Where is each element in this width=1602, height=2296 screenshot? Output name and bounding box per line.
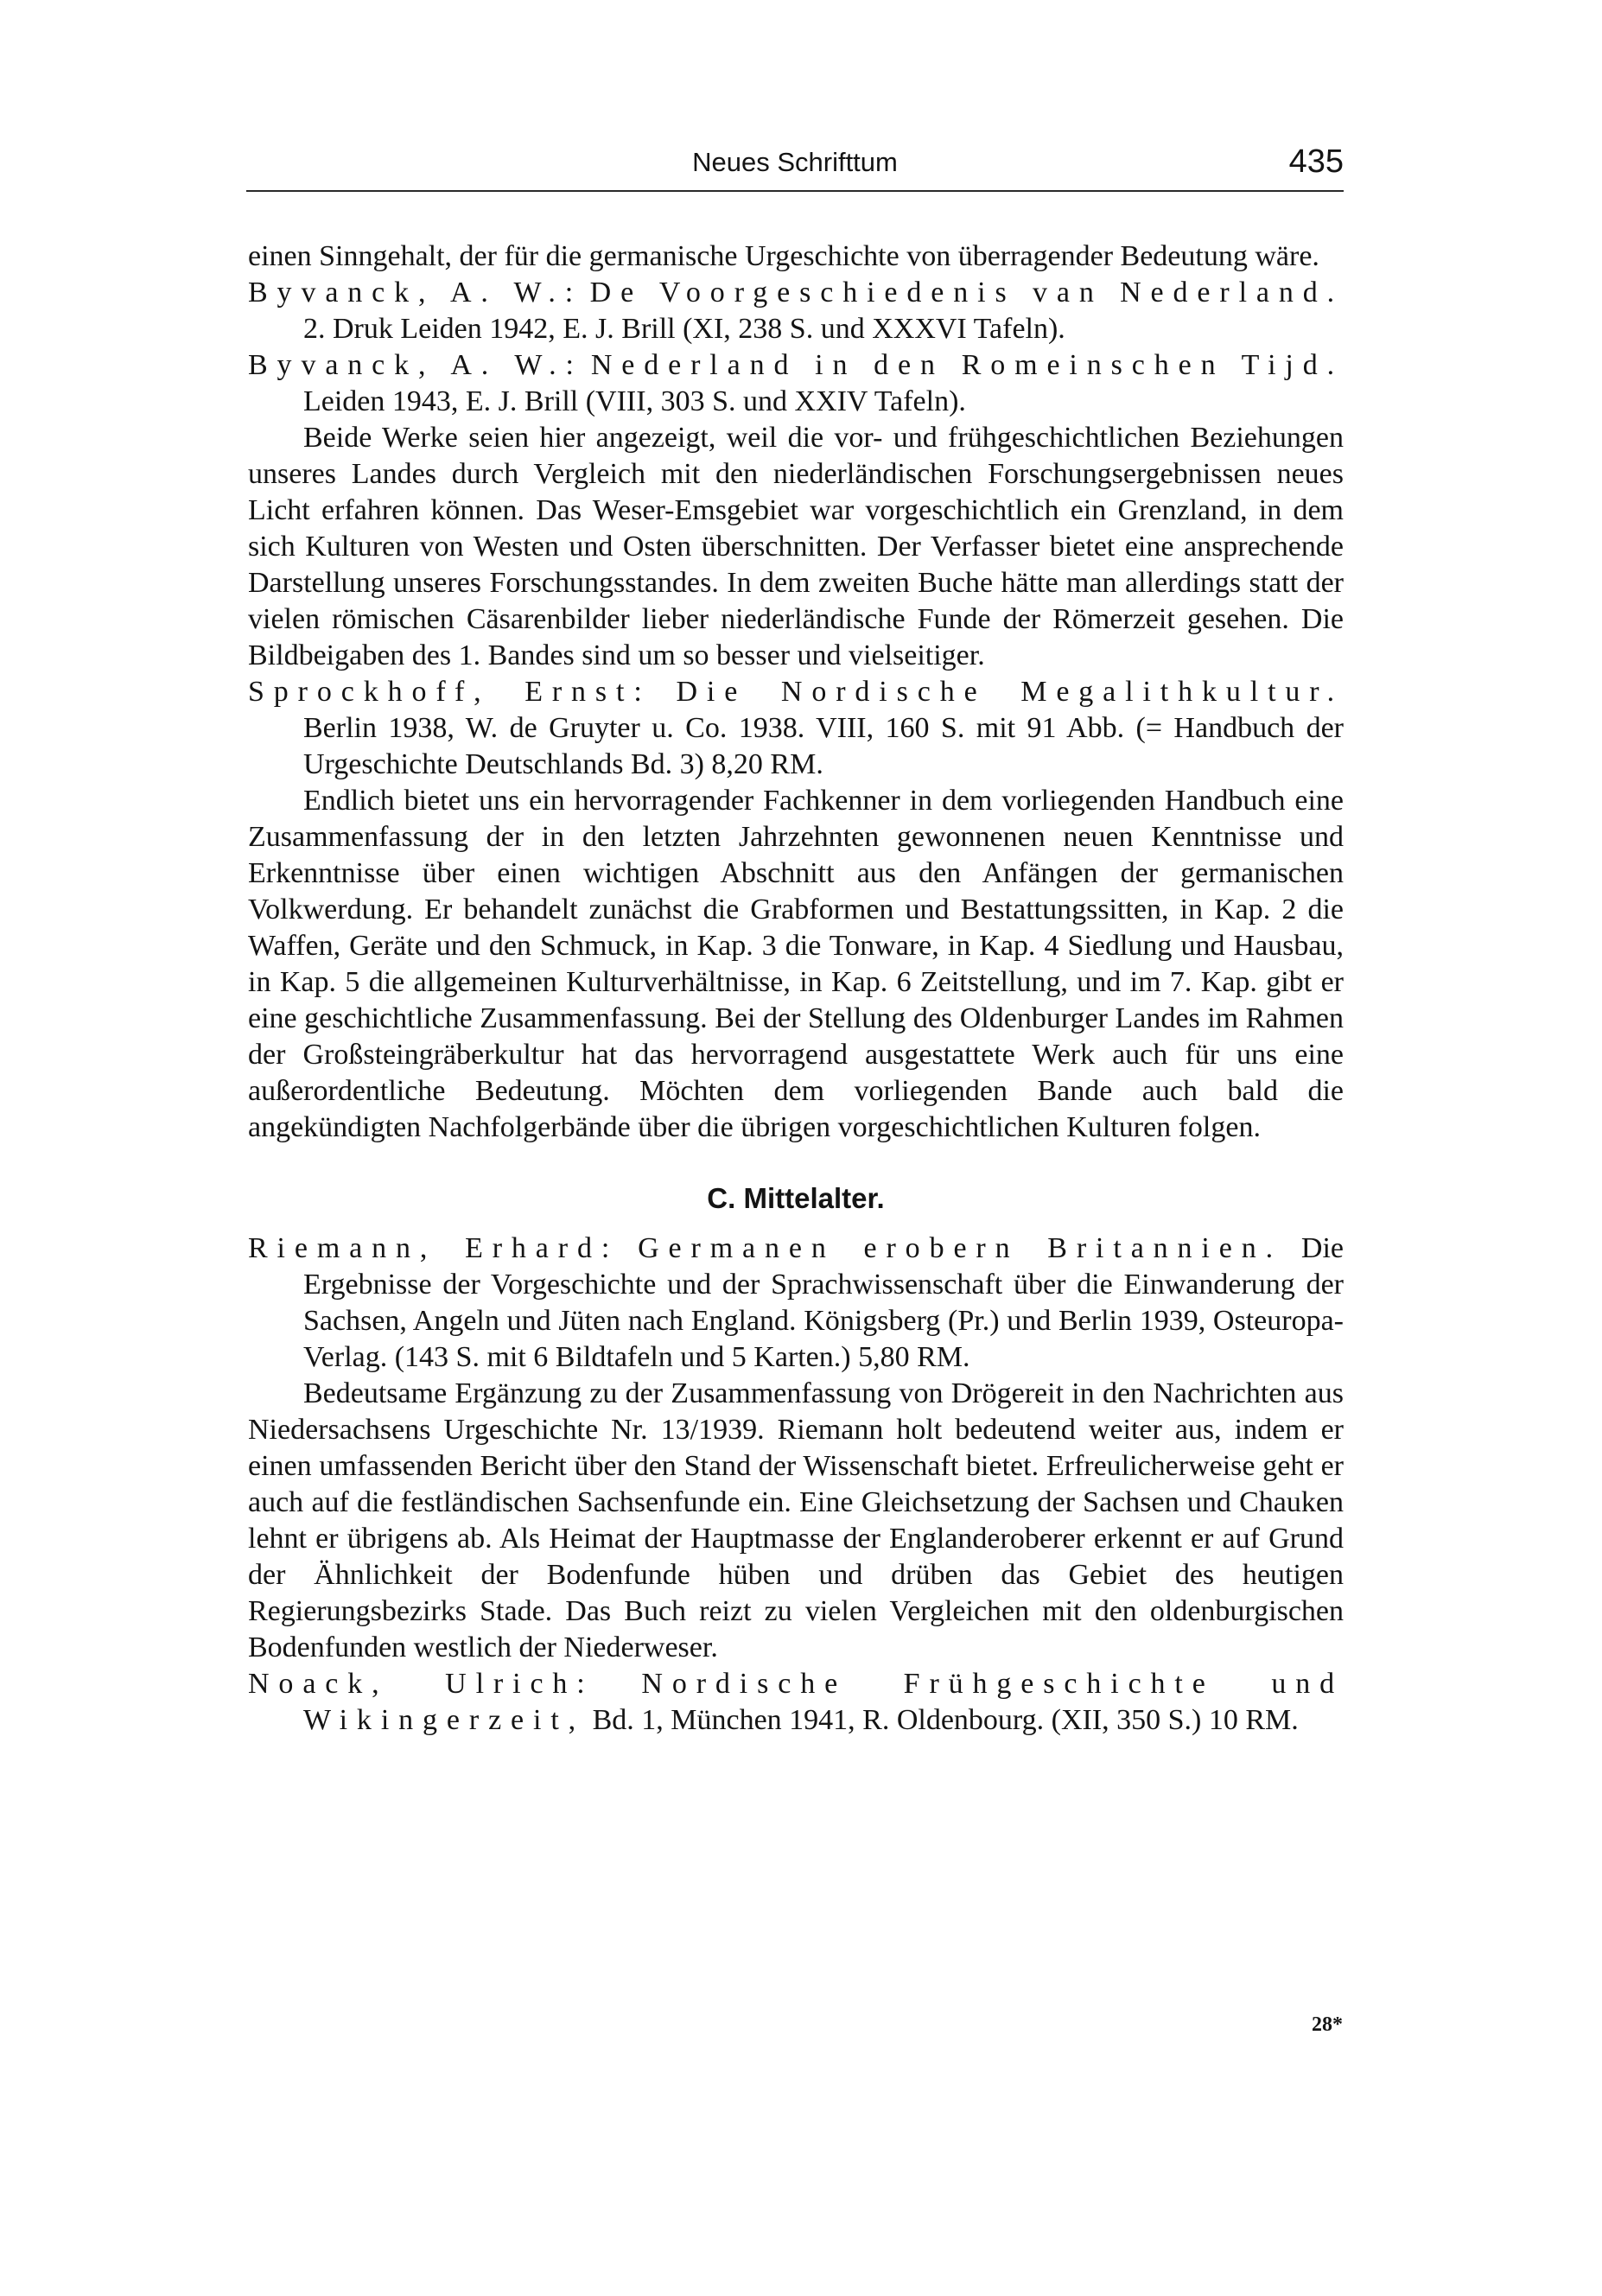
entry-author: Sprockhoff, Ernst: (248, 676, 652, 708)
entry-title: Die Nordische Megalithkultur. (676, 676, 1345, 708)
page-number: 435 (1288, 143, 1344, 180)
entry-author: Byvanck, A. W.: (248, 277, 583, 308)
bibliography-entry-sprockhoff (248, 674, 1344, 783)
entry-author: Byvanck, A. W.: (248, 349, 583, 381)
review-byvanck: Beide Werke seien hier angezeigt, weil die vor- und frühgeschichtlichen Beziehungen unseres Landes durch Vergleich mit den niederländischen Forschungsergebnissen neues Licht erfahren können. Das Weser-Emsgebiet war vorgeschichtlich ein Grenzland, in dem sich Kulturen von Westen und Osten überschnitten. Der Verfasser bietet eine ansprechende Darstellung unseres Forschungsstandes. In dem zweiten Buche hätte man allerdings statt der vielen römischen Cäsarenbilder lieber niederländische Funde der Römerzeit gesehen. Die Bildbeigaben des 1. Bandes sind um so besser und vielseitiger. (248, 422, 1344, 671)
entry-details: 2. Druk Leiden 1942, E. J. Brill (XI, 238 S. und XXXVI Tafeln). (303, 313, 1065, 345)
section-heading: C. Mittelalter. (707, 1182, 885, 1214)
signature-mark: 28* (1312, 2013, 1343, 2036)
entry-details: Die Ergebnisse der Vorgeschichte und der Sprachwissenschaft über die Einwanderung der Sachsen, Angeln und Jüten nach England. Königsberg (Pr.) und Berlin 1939, Osteuropa-Verlag. (143 S. mit 6 Bildtafeln und 5 Karten.) 5,80 RM. (303, 1232, 1344, 1373)
entry-details: Leiden 1943, E. J. Brill (VIII, 303 S. und XXIV Tafeln). (303, 385, 966, 417)
bibliography-entry-noack (248, 1666, 1344, 1739)
review-riemann: Bedeutsame Ergänzung zu der Zusammenfassung von Drögereit in den Nachrichten aus Niedersachsens Urgeschichte Nr. 13/1939. Riemann holt bedeutend weiter aus, indem er einen umfassenden Bericht über den Stand der Wissenschaft bietet. Erfreulicherweise geht er auch auf die festländischen Sachsenfunde ein. Eine Gleichsetzung der Sachsen und Chauken lehnt er übrigens ab. Als Heimat der Hauptmasse der Englanderoberer erkennt er auf Grund der Ähnlichkeit der Bodenfunde hüben und drüben das Gebiet des heutigen Regierungsbezirks Stade. Das Buch reizt zu vielen Vergleichen mit den oldenburgischen Bodenfunden westlich der Niederweser. (248, 1377, 1344, 1663)
bibliography-entry-riemann (248, 1231, 1344, 1376)
entry-title: Nordische Frühgeschichte und Wikingerzeit, (303, 1668, 1344, 1736)
body-text (248, 239, 1344, 1739)
entry-author: Riemann, Erhard: (248, 1232, 620, 1264)
bibliography-entry-byvanck-2 (248, 347, 1344, 420)
entry-author: Noack, Ulrich: (248, 1668, 594, 1700)
running-title: Neues Schrifttum (692, 147, 898, 177)
bibliography-entry-byvanck-1 (248, 275, 1344, 347)
entry-title: Germanen erobern Britannien. (638, 1232, 1282, 1264)
running-head (246, 143, 1344, 192)
entry-details: Bd. 1, München 1941, R. Oldenbourg. (XII, 350 S.) 10 RM. (592, 1704, 1299, 1736)
continued-paragraph: einen Sinngehalt, der für die germanische Urgeschichte von überragender Bedeutung wäre. (248, 240, 1319, 272)
entry-title: Nederland in den Romeinschen Tijd. (590, 349, 1345, 381)
entry-details: Berlin 1938, W. de Gruyter u. Co. 1938. VIII, 160 S. mit 91 Abb. (= Handbuch der Urgeschichte Deutschlands Bd. 3) 8,20 RM. (303, 712, 1344, 780)
review-sprockhoff: Endlich bietet uns ein hervorragender Fachkenner in dem vorliegenden Handbuch eine Zusammenfassung der in den letzten Jahrzehnten gewonnenen neuen Kenntnisse und Erkenntnisse über einen wichtigen Abschnitt aus den Anfängen der germanischen Volkwerdung. Er behandelt zunächst die Grabformen und Bestattungssitten, in Kap. 2 die Waffen, Geräte und den Schmuck, in Kap. 3 die Tonware, in Kap. 4 Siedlung und Hausbau, in Kap. 5 die allgemeinen Kulturverhältnisse, in Kap. 6 Zeitstellung, und im 7. Kap. gibt er eine geschichtliche Zusammenfassung. Bei der Stellung des Oldenburger Landes im Rahmen der Großsteingräberkultur hat das hervorragend ausgestattete Werk auch für uns eine außerordentliche Bedeutung. Möchten dem vorliegenden Bande auch bald die angekündigten Nachfolgerbände über die übrigen vorgeschichtlichen Kulturen folgen. (248, 785, 1344, 1143)
entry-title: De Voorgeschiedenis van Nederland. (589, 277, 1345, 308)
